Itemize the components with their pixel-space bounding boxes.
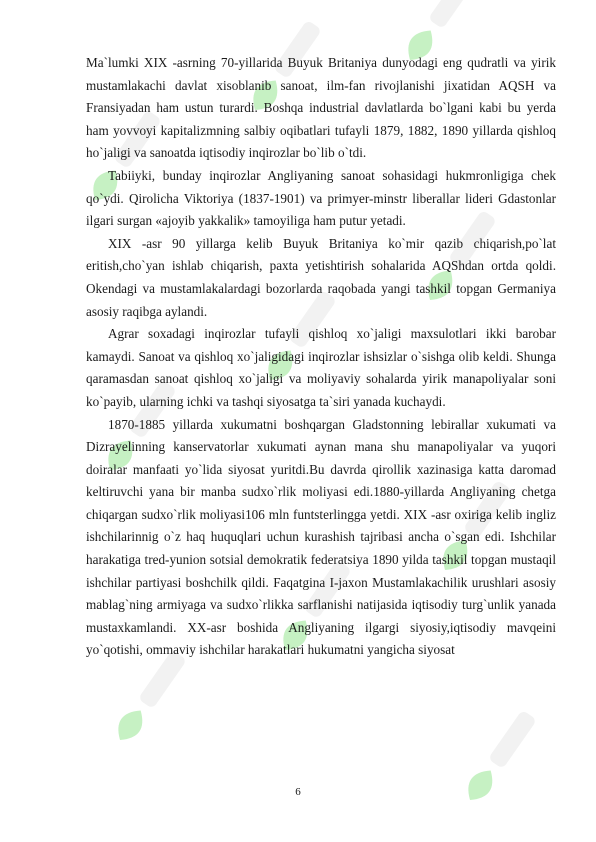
paragraph-5: 1870-1885 yillarda xukumatni boshqargan Gladstonning lebirallar xukumati va Dizrayelinning kanservatorlar xukumati aynan mana shu manapoliyalar va yuqori doiralar manfaati yo`lida siyosat yuritdi.Bu davrda qirollik xazinasiga katta daromad keltiruvchi yana bir manba sudxo`rlik moliyasi edi.1880-yillarda Angliyaning chetga chiqargan sudxo`rlik moliyasi106 mln funtsterlingga yetdi. XIX -asr oxiriga kelib ingliz ishchilarinnig o`z haq huquqlari uchun kurashish tajribasi ancha o`sgan edi. Ishchilar harakatiga tred-yunion sotsial demokratik federatsiya 1890 yilda tashkil topgan mustaqil ishchilar partiyasi boshchilk qildi. Faqatgina I-jaxon Mustamlakachilik urushlari asosiy mablag`ning armiyaga va sudxo`rlikka sarflanishi natijasida iqtisodiy turg`unlik yanada mustaxkamlandi. XX-asr boshida Angliyaning ilgargi siyosiy,iqtisodiy mavqeini yo`qotishi, ommaviy ishchilar harakatlari hukumatni yangicha siyosat [86, 416, 556, 658]
paragraph-1: Ma`lumki XIX -asrning 70-yillarida Buyuk Britaniya dunyodagi eng qudratli va yirik mustamlakachi davlat xisoblanib sanoat, ilm-fan rivojlanishi jixatidan AQSH va Fransiyadan ham ustun turardi. Boshqa industrial davlatlarda bo`lgani kabi bu yerda ham yovvoyi kapitalizmning salbiy oqibatlari tufayli 1879, 1882, 1890 yillarda qishloq ho`jaligi va sanoatda iqtisodiy inqirozlar bo`lib o`tdi. [86, 55, 556, 161]
paragraph-4: Agrar soxadagi inqirozlar tufayli qishloq xo`jaligi maxsulotlari ikki barobar kamaydi. Sanoat va qishloq xo`jaligidagi inqirozlar ishsizlar o`sishga olib keldi. Shunga qaramasdan sanoat qishloq xo`jaligi va moliyaviy sohalarda yirik manapoliyalar soni ko`payib, ularning ichki va tashqi siyosatga ta`siri yanada kuchaydi. [86, 326, 556, 409]
paragraph-3: XIX -asr 90 yillarga kelib Buyuk Britaniya ko`mir qazib chiqarish,po`lat eritish,cho`yan ishlab chiqarish, paxta yetishtirish sohalarida AQShdan ortda qoldi. Okendagi va mustamlakalardagi bozorlarda raqobada yangi tashkil topgan Germaniya asosiy raqibga aylandi. [86, 235, 556, 319]
paragraph-2: Tabiiyki, bunday inqirozlar Angliyaning sanoat sohasidagi hukmronligiga chek qo`ydi. Qirolicha Viktoriya (1837-1901) va primyer-minstr liberallar lideri Gdastonlar ilgari surgan «ajoyib yakkalik» tamoyiliga ham putur yetadi. [86, 167, 556, 229]
page-number: 6 [295, 786, 301, 798]
body-text [86, 52, 556, 662]
